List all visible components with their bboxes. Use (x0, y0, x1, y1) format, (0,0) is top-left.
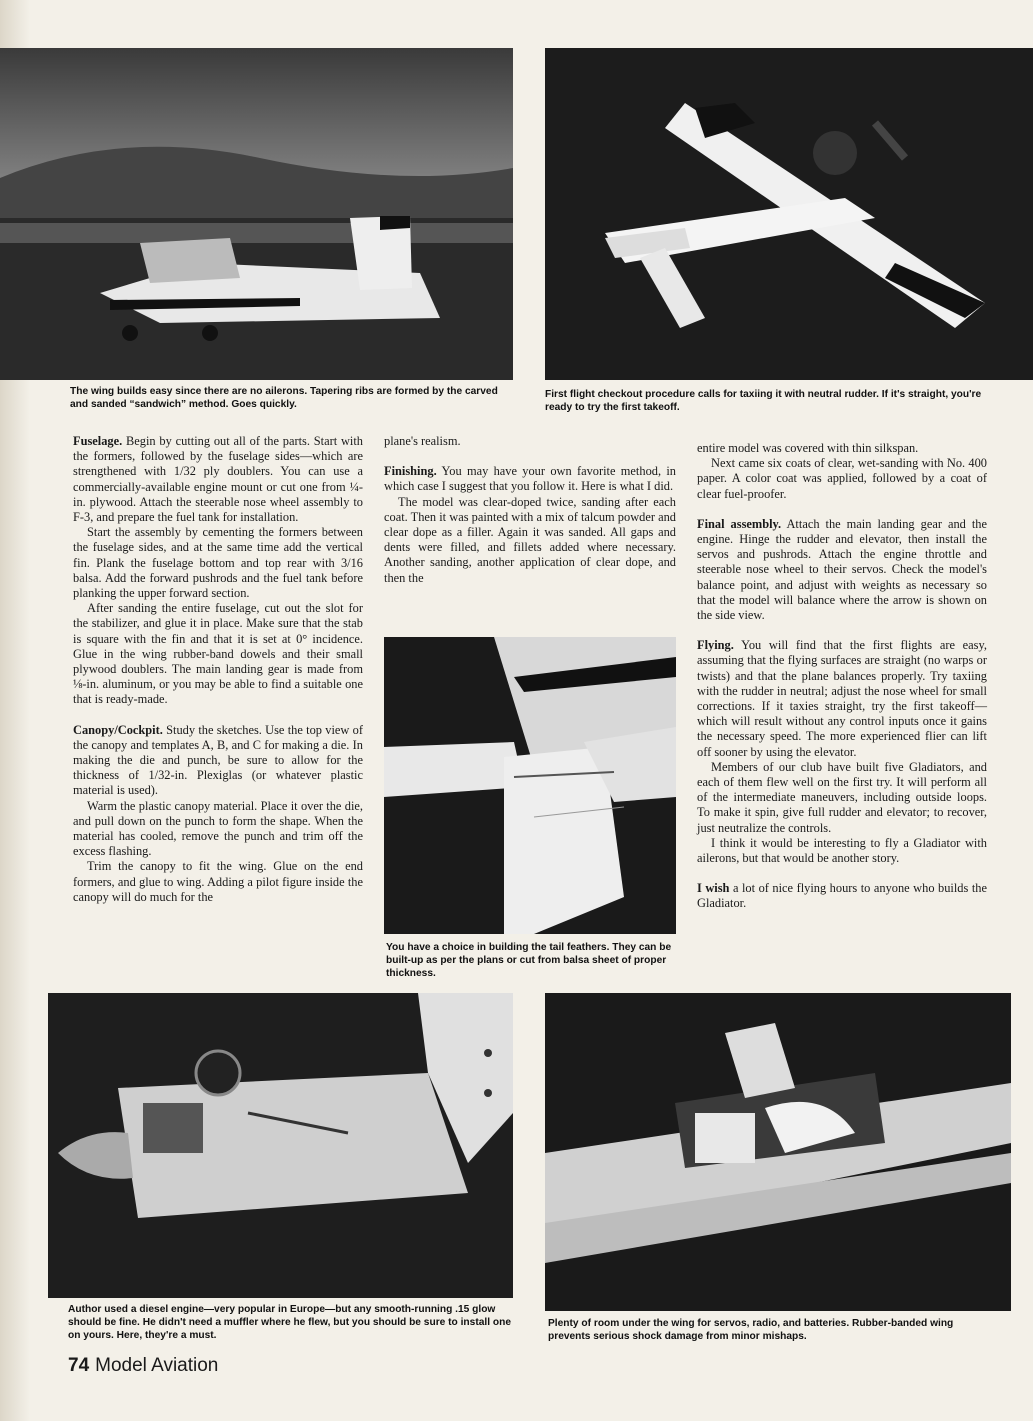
article-column-1 (73, 434, 363, 905)
caption-bottom-left: Author used a diesel engine—very popular in Europe—but any smooth-running .15 glow should be fine. He didn't need a muffler where he flew, but you should be sure to install one on yours. Here, they're a must. (68, 1304, 511, 1341)
canopy-paragraph-3: Trim the canopy to fit the wing. Glue on the end formers, and glue to wing. Adding a pilot figure inside the canopy will do much for the (73, 859, 363, 904)
column-3-paragraph-2: Next came six coats of clear, wet-sanding with No. 400 paper. A color coat was applied, followed by a coat of clear fuel-proofer. (697, 456, 987, 501)
page-number: 74 (68, 1355, 90, 1376)
flying-paragraph-1: You will find that the first flights are easy, assuming that the flying surfaces are straight (no warps or twists) and that the plane balances properly. Try taxiing with the rudder in neutral; adjust the nose wheel for small corrections. If it taxies straight, try the first takeoff—which will result without any control inputs once it gains the necessary speed. The more experienced flier can lift off sooner by using the elevator. (697, 638, 987, 759)
article-column-3 (697, 441, 987, 912)
flying-paragraph-2: Members of our club have built five Gladiators, and each of them flew well on the first try. It will perform all of the intermediate maneuvers, including outside loops. To make it spin, give full rudder and elevator; to recover, just neutralize the controls. (697, 759, 987, 835)
heading-finishing: Finishing. (384, 464, 437, 479)
article-column-2 (384, 434, 676, 586)
flying-paragraph-3: I think it would be interesting to fly a Gladiator with ailerons, but that would be another story. (697, 835, 987, 866)
caption-bottom-right: Plenty of room under the wing for servos, radio, and batteries. Rubber-banded wing prevents serious shock damage from minor mishaps. (548, 1318, 954, 1342)
finishing-paragraph-2: The model was clear-doped twice, sanding after each coat. Then it was painted with a mix of talcum powder and clear dope as a filler. Again it was sanded. All gaps and dents were filled, and fillets added where necessary. Another sanding, another application of clear dope, and then the (384, 494, 676, 585)
photo-servo-bay (545, 993, 1011, 1311)
heading-final-assembly: Final assembly. (697, 516, 782, 531)
heading-fuselage: Fuselage. (73, 434, 123, 448)
heading-i-wish: I wish (697, 881, 730, 896)
photo-engine (48, 993, 513, 1298)
heading-canopy: Canopy/Cockpit. (73, 722, 163, 737)
caption-middle: You have a choice in building the tail feathers. They can be built-up as per the plans or cut from balsa sheet of proper thickness. (386, 942, 672, 979)
fuselage-paragraph-2: Start the assembly by cementing the formers between the fuselage sides, and at the same time add the vertical fin. Plank the fuselage bottom and top rear with 3/16 balsa. Add the forward pushrods and the fuel tank before planking the upper forward section. (73, 525, 363, 601)
final-assembly-paragraph: Attach the main landing gear and the engine. Hinge the rudder and elevator, then install the servos and pushrods. Attach the engine throttle and steerable nose wheel to their servos. Check the model's balance point, and adjust with weights as necessary so that the model will balance where the arrow is shown on the side view. (697, 516, 987, 623)
page-footer (68, 1355, 218, 1377)
publication-name: Model Aviation (95, 1355, 219, 1376)
photo-plane-on-field (0, 48, 513, 380)
finishing-paragraph-1: You may have your own favorite method, in which case I suggest that you follow it. Here is what I did. (384, 464, 677, 494)
fuselage-paragraph-1: Begin by cutting out all of the parts. Start with the formers, followed by the fuselage sides—which are strengthened with 1/32 ply doublers. You can use a commercially-available engine mount or cut one from ¼-in. plywood. Attach the steerable nose wheel assembly to F-3, and prepare the fuel tank for installation. (73, 434, 363, 525)
photo-tail-feathers (384, 637, 676, 934)
column-2-continuation: plane's realism. (384, 434, 461, 448)
column-3-continuation: entire model was covered with thin silkspan. (697, 441, 919, 455)
heading-flying: Flying. (697, 638, 734, 653)
caption-top-left: The wing builds easy since there are no ailerons. Tapering ribs are formed by the carved and sanded “sandwich” method. Goes quickly. (70, 386, 498, 410)
photo-plane-top-view (545, 48, 1033, 380)
caption-top-right: First flight checkout procedure calls for taxiing it with neutral rudder. If it's straight, you're ready to try the first takeoff. (545, 389, 982, 413)
fuselage-paragraph-3: After sanding the entire fuselage, cut out the slot for the stabilizer, and glue it in place. Make sure that the stab is square with the fin and that it is set at 0° incidence. Glue in the wing rubber-band dowels and their small plywood doublers. The main landing gear is made from ⅛-in. aluminum, or you may be able to find a suitable one that is ready-made. (73, 601, 363, 707)
closing-paragraph: a lot of nice flying hours to anyone who builds the Gladiator. (697, 881, 987, 911)
canopy-paragraph-2: Warm the plastic canopy material. Place it over the die, and pull down on the punch to form the shape. When the material has cooled, remove the punch and trim off the excess flashing. (73, 798, 363, 859)
canopy-paragraph-1: Study the sketches. Use the top view of the canopy and templates A, B, and C for making a die. In making the die and punch, be sure to allow for the thickness of 1/32-in. Plexiglas (or whatever plastic material is used). (73, 722, 363, 798)
